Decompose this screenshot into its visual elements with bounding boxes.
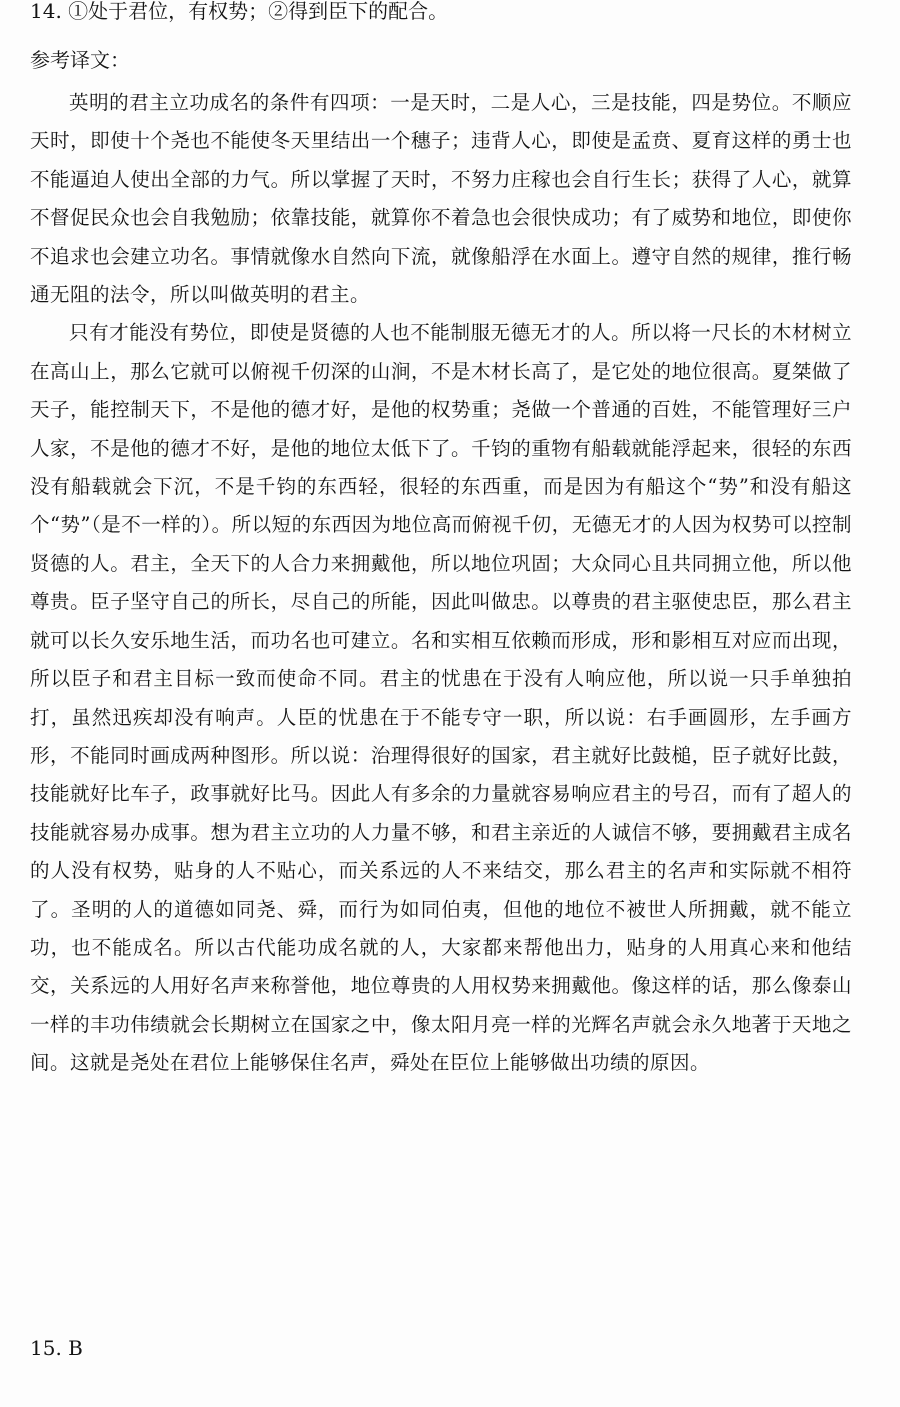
translation-paragraph-2: 只有才能没有势位，即使是贤德的人也不能制服无德无才的人。所以将一尺长的木材树立在高山上，那么它就可以俯视千仞深的山涧，不是木材长高了，是它处的地位很高。夏桀做了天子，能控制天下，不是他的德才好，是他的权势重；尧做一个普通的百姓，不能管理好三户人家，不是他的德才不好，是他的地位太低下了。千钧的重物有船载就能浮起来，很轻的东西没有船载就会下沉，不是千钧的东西轻，很轻的东西重，而是因为有船这个“势”和没有船这个“势”（是不一样的）。所以短的东西因为地位高而俯视千仞，无德无才的人因为权势可以控制贤德的人。君主，全天下的人合力来拥戴他，所以地位巩固；大众同心且共同拥立他，所以他尊贵。臣子坚守自己的所长，尽自己的所能，因此叫做忠。以尊贵的君主驱使忠臣，那么君主就可以长久安乐地生活，而功名也可建立。名和实相互依赖而形成，形和影相互对应而出现，所以臣子和君主目标一致而使命不同。君主的忧患在于没有人响应他，所以说一只手单独拍打，虽然迅疾却没有响声。人臣的忧患在于不能专守一职，所以说：右手画圆形，左手画方形，不能同时画成两种图形。所以说：治理得很好的国家，君主就好比鼓槌，臣子就好比鼓，技能就好比车子，政事就好比马。因此人有多余的力量就容易响应君主的号召，而有了超人的技能就容易办成事。想为君主立功的人力量不够，和君主亲近的人诚信不够，要拥戴君主成名的人没有权势，贴身的人不贴心，而关系远的人不来结交，那么君主的名声和实际就不相符了。圣明的人的道德如同尧、舜，而行为如同伯夷，但他的地位不被世人所拥戴，就不能立功，也不能成名。所以古代能功成名就的人，大家都来帮他出力，贴身的人用真心来和他结交，关系远的人用好名声来称誉他，地位尊贵的人用权势来拥戴他。像这样的话，那么像泰山一样的丰功伟绩就会长期树立在国家之中，像太阳月亮一样的光辉名声就会永久地著于天地之间。这就是尧处在君位上能够保住名声，舜处在臣位上能够做出功绩的原因。 [30,321,852,1075]
translation-paragraph-1: 英明的君主立功成名的条件有四项：一是天时，二是人心，三是技能，四是势位。不顺应天时，即使十个尧也不能使冬天里结出一个穗子；违背人心，即使是孟贲、夏育这样的勇士也不能逼迫人使出全部的力气。所以掌握了天时，不努力庄稼也会自行生长；获得了人心，就算不督促民众也会自我勉励；依靠技能，就算你不着急也会很快成功；有了威势和地位，即使你不追求也会建立功名。事情就像水自然向下流，就像船浮在水面上。遵守自然的规律，推行畅通无阻的法令，所以叫做英明的君主。 [30,91,852,307]
translation-body [30,84,852,1083]
translation-heading: 参考译文： [30,48,130,72]
answer-14: 14. ①处于君位，有权势；②得到臣下的配合。 [30,0,449,23]
answer-15: 15. B [30,1336,83,1360]
